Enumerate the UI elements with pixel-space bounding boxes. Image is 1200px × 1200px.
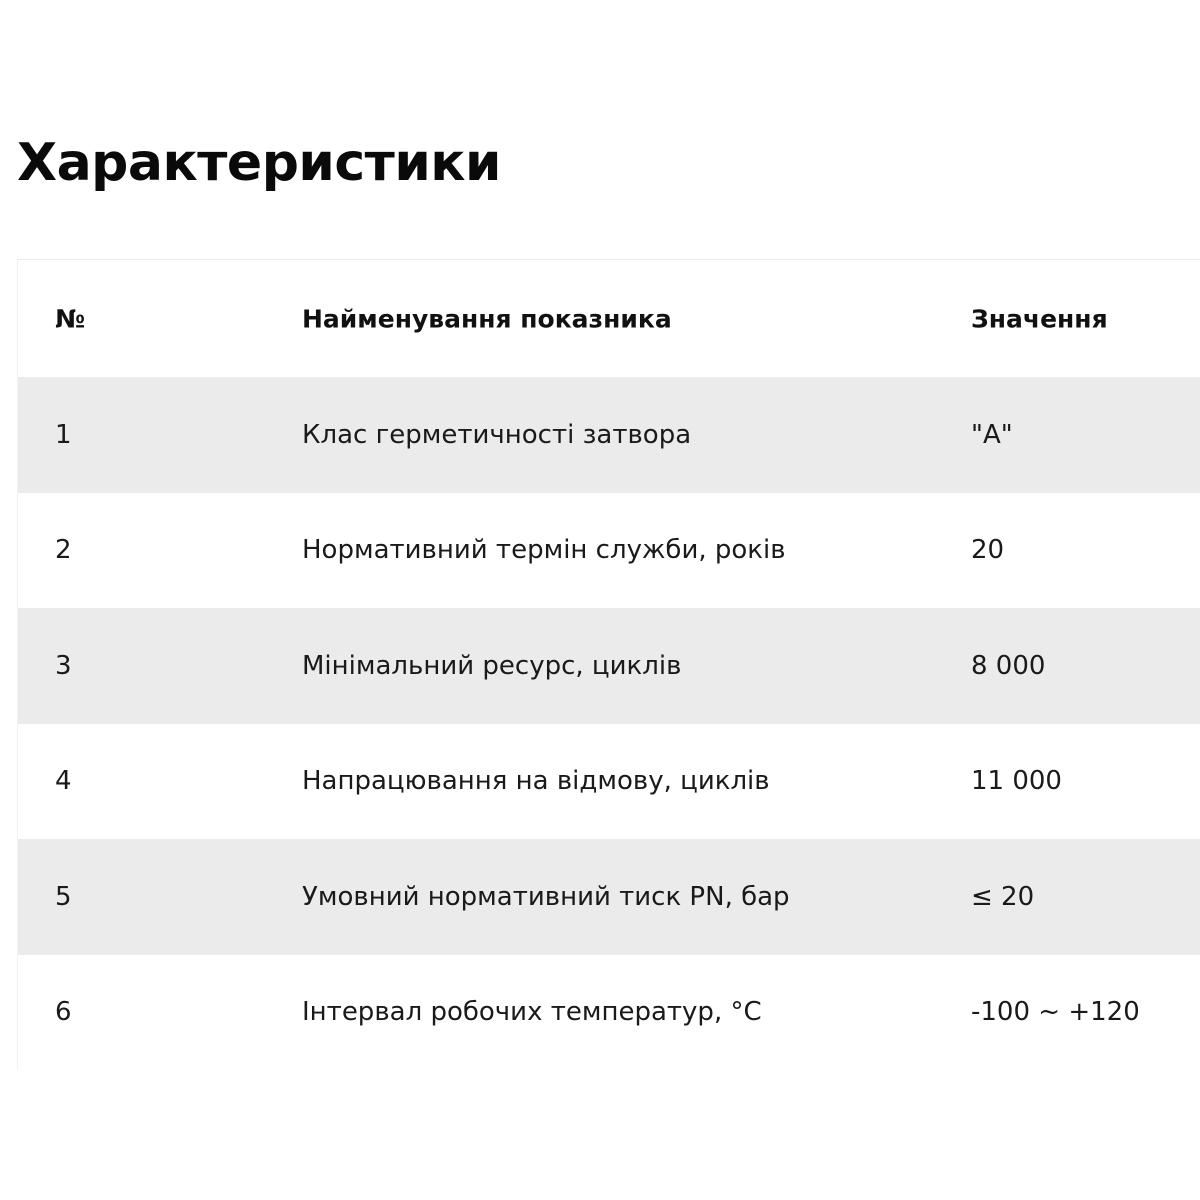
header-parameter-name: Найменування показника: [302, 304, 672, 333]
row-value: 8 000: [971, 650, 1046, 681]
header-number: №: [55, 304, 86, 333]
table-row: [18, 724, 1200, 840]
row-number: 5: [55, 881, 72, 912]
row-parameter-name: Клас герметичності затвора: [302, 419, 692, 450]
row-parameter-name: Умовний нормативний тиск PN, бар: [302, 881, 790, 912]
row-value: ≤ 20: [971, 881, 1035, 912]
specifications-table: [17, 259, 1200, 1070]
row-number: 3: [55, 650, 72, 681]
row-value: 11 000: [971, 766, 1062, 797]
row-number: 2: [55, 535, 72, 566]
row-number: 6: [55, 997, 72, 1028]
header-value: Значення: [971, 304, 1108, 333]
table-row: [18, 377, 1200, 493]
table-row: [18, 839, 1200, 955]
row-parameter-name: Інтервал робочих температур, °С: [302, 997, 762, 1028]
row-value: -100 ~ +120: [971, 997, 1140, 1028]
row-number: 1: [55, 419, 72, 450]
row-parameter-name: Напрацювання на відмову, циклів: [302, 766, 770, 797]
table-row: [18, 955, 1200, 1071]
row-value: "A": [971, 419, 1013, 450]
table-row: [18, 493, 1200, 609]
row-value: 20: [971, 535, 1005, 566]
row-parameter-name: Нормативний термін служби, років: [302, 535, 786, 566]
row-number: 4: [55, 766, 72, 797]
page-title: Характеристики: [17, 133, 501, 193]
row-parameter-name: Мінімальний ресурс, циклів: [302, 650, 682, 681]
table-header-row: [18, 260, 1200, 377]
table-row: [18, 608, 1200, 724]
